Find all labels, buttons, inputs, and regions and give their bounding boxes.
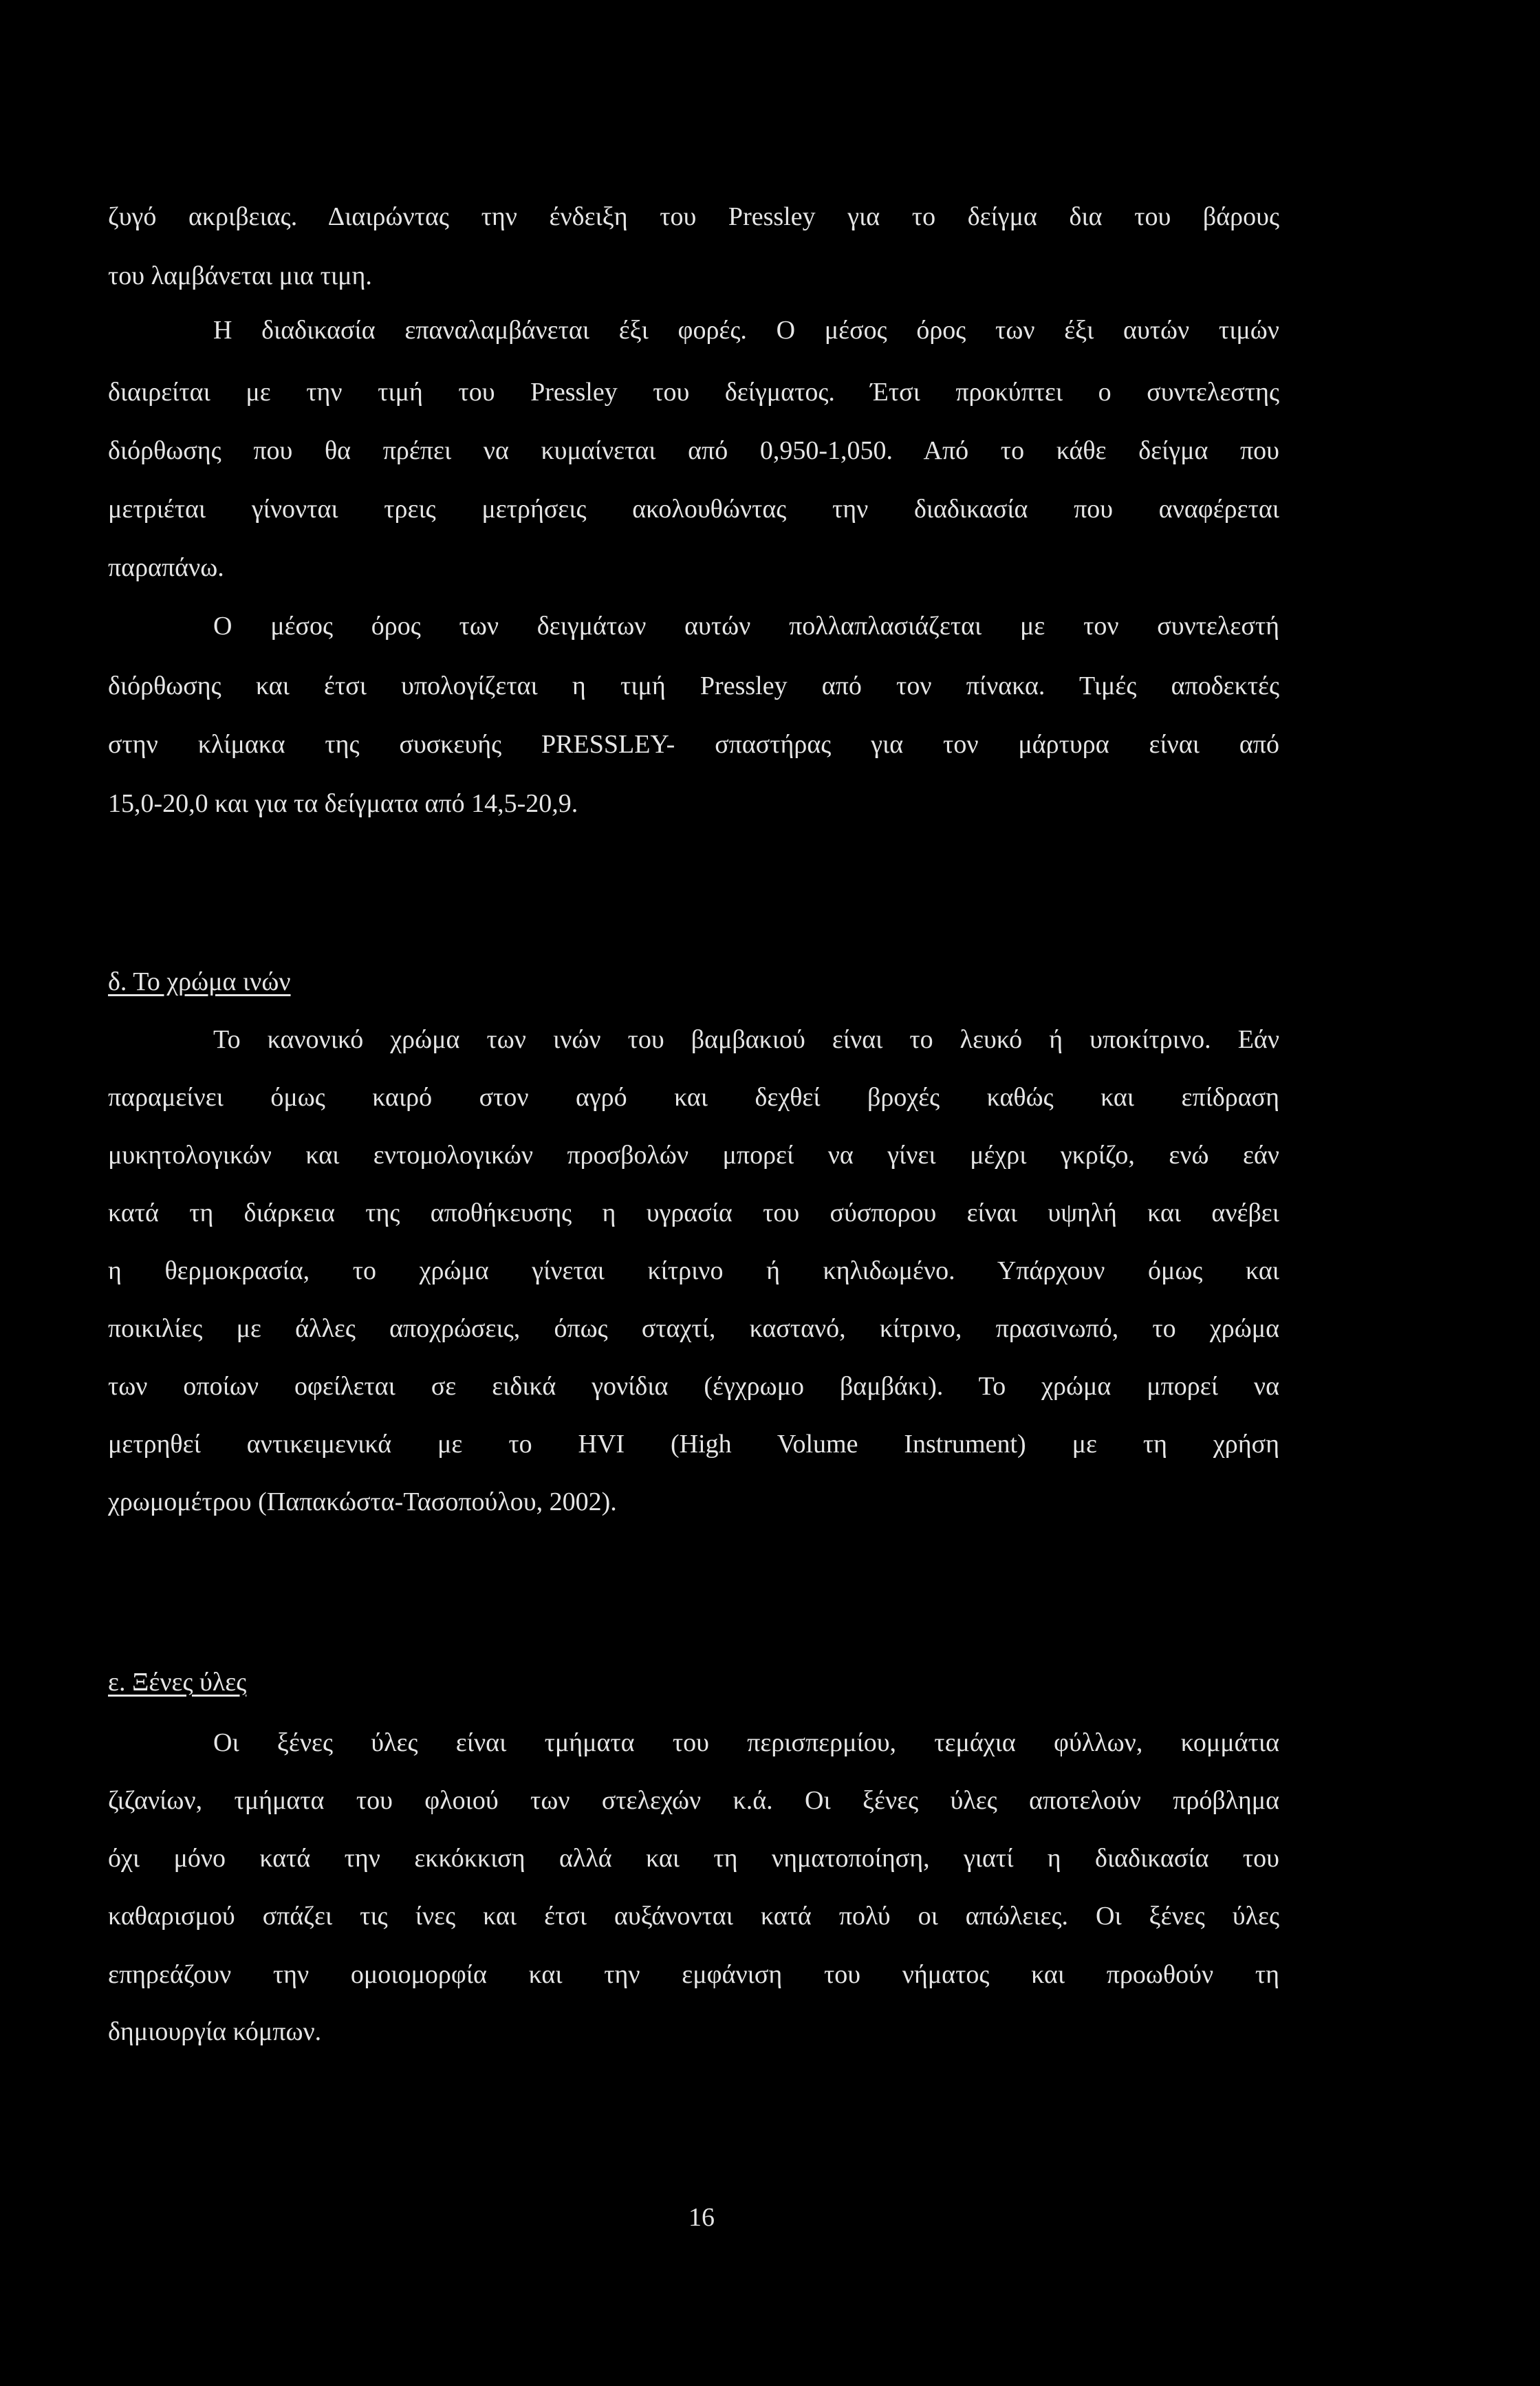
text-line: χρωμομέτρου (Παπακώστα-Τασοπούλου, 2002).	[108, 1487, 617, 1516]
text-line: 15,0-20,0 και για τα δείγματα από 14,5-20,9.	[108, 789, 578, 818]
text-line: η θερμοκρασία, το χρώμα γίνεται κίτρινο ή κηλιδωμένο. Υπάρχουν όμως και	[108, 1256, 1279, 1285]
text-line: Το κανονικό χρώμα των ινών του βαμβακιού είναι το λευκό ή υποκίτρινο. Εάν	[213, 1025, 1279, 1054]
text-line: Οι ξένες ύλες είναι τμήματα του περισπερμίου, τεμάχια φύλλων, κομμάτια	[213, 1728, 1279, 1757]
text-line: μετρηθεί αντικειμενικά με το HVI (High Volume Instrument) με τη χρήση	[108, 1430, 1279, 1459]
text-line: καθαρισμού σπάζει τις ίνες και έτσι αυξάνονται κατά πολύ οι απώλειες. Οι ξένες ύλες	[108, 1902, 1279, 1931]
section-heading-foreign-matter: ε. Ξένες ύλες	[108, 1668, 247, 1697]
text-line: ζυγό ακριβειας. Διαιρώντας την ένδειξη του Pressley για το δείγμα δια του βάρους	[108, 202, 1279, 231]
text-line: όχι μόνο κατά την εκκόκκιση αλλά και τη νηματοποίηση, γιατί η διαδικασία του	[108, 1844, 1279, 1873]
text-line: παραπάνω.	[108, 553, 224, 582]
section-heading-color: δ. Το χρώμα ινών	[108, 967, 291, 996]
text-line: παραμείνει όμως καιρό στον αγρό και δεχθεί βροχές καθώς και επίδραση	[108, 1083, 1279, 1112]
text-line: ποικιλίες με άλλες αποχρώσεις, όπως σταχτί, καστανό, κίτρινο, πρασινωπό, το χρώμα	[108, 1314, 1279, 1343]
text-line: διόρθωσης και έτσι υπολογίζεται η τιμή Pressley από τον πίνακα. Τιμές αποδεκτές	[108, 671, 1279, 700]
text-line: ζιζανίων, τμήματα του φλοιού των στελεχών κ.ά. Οι ξένες ύλες αποτελούν πρόβλημα	[108, 1786, 1279, 1815]
text-line: του λαμβάνεται μια τιμη.	[108, 261, 372, 290]
text-line: επηρεάζουν την ομοιομορφία και την εμφάνιση του νήματος και προωθούν τη	[108, 1960, 1279, 1989]
text-line: διαιρείται με την τιμή του Pressley του δείγματος. Έτσι προκύπτει ο συντελεστης	[108, 378, 1279, 407]
text-line: μυκητολογικών και εντομολογικών προσβολών μπορεί να γίνει μέχρι γκρίζο, ενώ εάν	[108, 1141, 1279, 1170]
text-line: δημιουργία κόμπων.	[108, 2017, 322, 2046]
text-line: διόρθωσης που θα πρέπει να κυμαίνεται από 0,950-1,050. Από το κάθε δείγμα που	[108, 436, 1279, 465]
page-number: 16	[688, 2203, 715, 2232]
text-line: Ο μέσος όρος των δειγμάτων αυτών πολλαπλασιάζεται με τον συντελεστή	[213, 612, 1279, 641]
text-line: κατά τη διάρκεια της αποθήκευσης η υγρασία του σύσπορου είναι υψηλή και ανέβει	[108, 1199, 1279, 1227]
text-line: μετριέται γίνονται τρεις μετρήσεις ακολουθώντας την διαδικασία που αναφέρεται	[108, 495, 1279, 524]
text-line: στην κλίμακα της συσκευής PRESSLEY- σπαστήρας για τον μάρτυρα είναι από	[108, 730, 1279, 759]
text-line: των οποίων οφείλεται σε ειδικά γονίδια (έγχρωμο βαμβάκι). Το χρώμα μπορεί να	[108, 1372, 1279, 1401]
text-line: Η διαδικασία επαναλαμβάνεται έξι φορές. Ο μέσος όρος των έξι αυτών τιμών	[213, 316, 1279, 345]
